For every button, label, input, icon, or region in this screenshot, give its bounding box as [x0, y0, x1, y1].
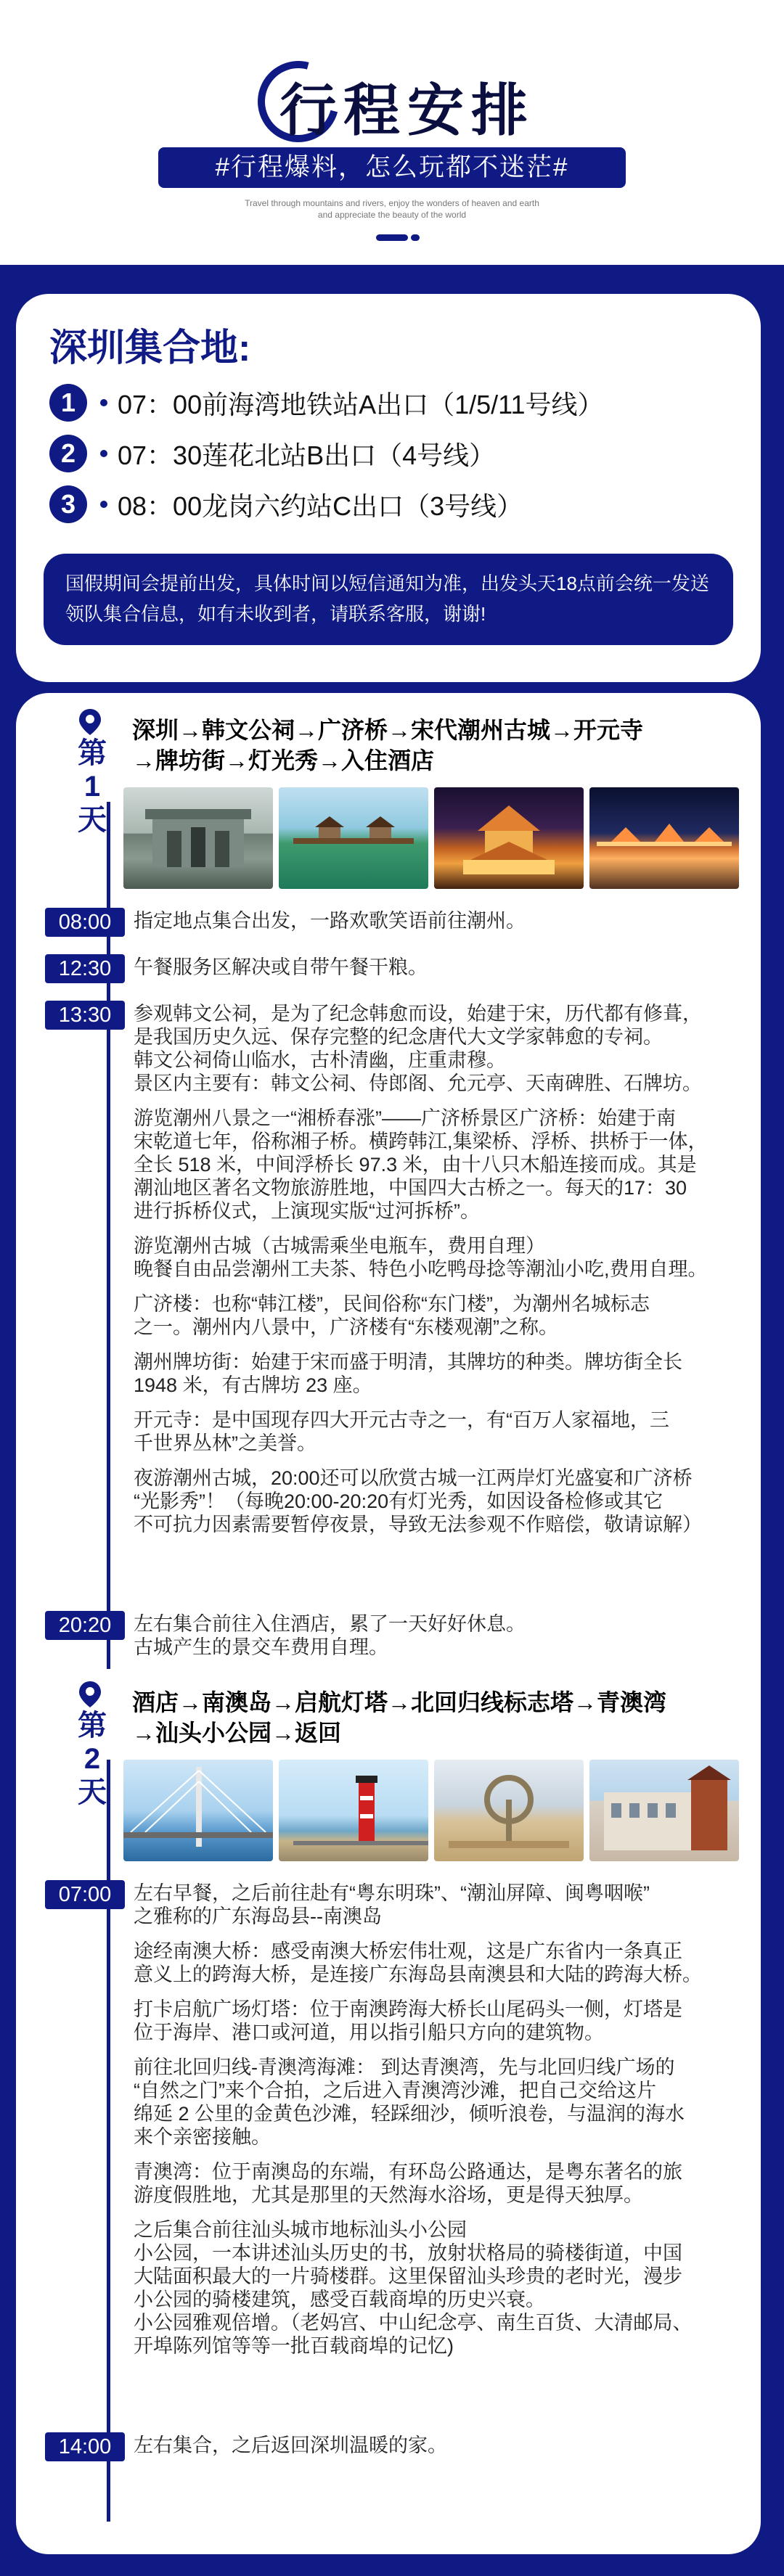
photo-light-show [589, 787, 739, 889]
schedule-line: 开元寺：是中国现存四大开元古寺之一，有“百万人家福地，三 [134, 1409, 669, 1431]
location-pin-icon [75, 1680, 105, 1709]
schedule-line [134, 2207, 767, 2218]
schedule-line [134, 1455, 767, 1467]
meeting-notice: 国假期间会提前出发，具体时间以短信通知为准，出发头天18点前会统一发送领队集合信息，如有未收到者，请联系客服，谢谢! [44, 554, 733, 645]
schedule-line [134, 2044, 767, 2056]
schedule-line [134, 1223, 767, 1234]
day2-route [132, 1687, 756, 1748]
schedule-line: 游览潮州八景之一“湘桥春涨”——广济桥景区广济桥：始建于南 [134, 1107, 676, 1129]
schedule-line: 左右集合前往入住酒店，累了一天好好休息。 [134, 1613, 526, 1635]
day1-route [132, 715, 756, 776]
schedule-line: 之一。潮州内八景中，广济楼有“东楼观潮”之称。 [134, 1316, 558, 1338]
schedule-line: 千世界丛林”之美誉。 [134, 1432, 317, 1454]
photo-han-wengong-temple [123, 787, 273, 889]
itinerary-card [16, 693, 761, 2554]
time-badge: 13:30 [45, 1001, 125, 1030]
schedule-line: 午餐服务区解决或自带午餐干粮。 [134, 956, 428, 978]
day2-route-line: 酒店→南澳岛→启航灯塔→北回归线标志塔→青澳湾 [132, 1689, 667, 1715]
day1-label [71, 737, 113, 837]
meeting-number-badge: 3 [49, 485, 87, 523]
schedule-line: 不可抗力因素需要暂停夜景，导致无法参观不作赔偿，敬请谅解） [134, 1514, 702, 1535]
schedule-line: 左右早餐，之后前往赴有“粤东明珠”、“潮汕屏障、闽粤咽喉” [134, 1882, 650, 1904]
bullet-dot-icon [100, 450, 107, 457]
schedule-line: 是我国历史久远、保存完整的纪念唐代大文学家韩愈的专祠。 [134, 1026, 663, 1048]
page-title: 行程安排 [279, 78, 536, 144]
time-badge: 12:30 [45, 954, 125, 983]
light-show-illustration [589, 787, 739, 889]
schedule-line: 游览潮州古城（古城需乘坐电瓶车，费用自理） [134, 1235, 545, 1257]
day-label-char: 第 [78, 1710, 107, 1742]
photo-ancient-city-night [434, 787, 584, 889]
bullet-dot-icon [100, 501, 107, 508]
schedule-line: 意义上的跨海大桥，是连接广东海岛县南澳县和大陆的跨海大桥。 [134, 1964, 702, 1985]
decor-dash [376, 234, 408, 241]
schedule-line: 途经南澳大桥：感受南澳大桥宏伟壮观，这是广东省内一条真正 [134, 1940, 682, 1962]
marker-tower-illustration [434, 1760, 584, 1861]
title-block [258, 58, 534, 145]
time-badge: 08:00 [45, 908, 125, 937]
page-header [0, 0, 784, 265]
schedule-line: 参观韩文公祠，是为了纪念韩愈而设，始建于宋，历代都有修葺， [134, 1003, 702, 1025]
slogan-banner: #行程爆料，怎么玩都不迷茫# [158, 147, 626, 188]
bullet-dot-icon [100, 399, 107, 406]
location-pin-icon [75, 707, 105, 737]
schedule-line: 之后集合前往汕头城市地标汕头小公园 [134, 2219, 467, 2241]
photo-lighthouse [279, 1760, 428, 1861]
schedule-line: 之雅称的广东海岛县--南澳岛 [134, 1906, 382, 1927]
schedule-line [134, 1339, 767, 1350]
day1-route-line: 深圳→韩文公祠→广济桥→宋代潮州古城→开元寺 [132, 717, 644, 743]
decor-dot [411, 234, 420, 241]
meeting-title: 深圳集合地: [49, 327, 251, 369]
schedule-line [134, 1928, 767, 1940]
schedule-text [134, 1612, 767, 1659]
schedule-text [134, 1002, 767, 1536]
english-subtitle-line-2: and appreciate the beauty of the world [317, 210, 467, 220]
schedule-text [134, 2434, 767, 2457]
schedule-line: 游度假胜地，尤其是那里的天然海水浴场，更是得天独厚。 [134, 2184, 643, 2206]
lighthouse-illustration [279, 1760, 428, 1861]
day1-route-line: →牌坊街→灯光秀→入住酒店 [132, 747, 435, 774]
bridge-illustration [279, 787, 428, 889]
schedule-line: 宋乾道七年，俗称湘子桥。横跨韩江,集梁桥、浮桥、拱桥于一体， [134, 1131, 708, 1152]
schedule-line: 前往北回归线-青澳湾海滩： 到达青澳湾，先与北回归线广场的 [134, 2056, 675, 2078]
schedule-line: 青澳湾：位于南澳岛的东端，有环岛公路通达，是粤东著名的旅 [134, 2161, 682, 2183]
day2-route-line: →汕头小公园→返回 [132, 1720, 342, 1746]
day2-label [71, 1709, 113, 1809]
meeting-number-badge: 1 [49, 384, 87, 422]
english-subtitle [211, 197, 573, 221]
schedule-line: 夜游潮州古城，20:00还可以欣赏古城一江两岸灯光盛宴和广济桥 [134, 1467, 693, 1489]
schedule-text [134, 1882, 767, 2358]
meeting-item-text: 08：00龙岗六约站C出口（3号线） [118, 491, 523, 521]
tower-illustration [434, 787, 584, 889]
schedule-line: 打卡启航广场灯塔：位于南澳跨海大桥长山尾码头一侧，灯塔是 [134, 1998, 682, 2020]
day-label-char: 天 [78, 1776, 107, 1808]
photo-tropic-marker-tower [434, 1760, 584, 1861]
schedule-line: 指定地点集合出发，一路欢歌笑语前往潮州。 [134, 910, 526, 932]
photo-guangji-bridge [279, 787, 428, 889]
photo-nanao-bridge [123, 1760, 273, 1861]
schedule-line: 左右集合，之后返回深圳温暖的家。 [134, 2435, 447, 2456]
schedule-line: 1948 米，有古牌坊 23 座。 [134, 1374, 372, 1396]
schedule-line: 潮州牌坊街：始建于宋而盛于明清，其牌坊的种类。牌坊街全长 [134, 1351, 682, 1373]
english-subtitle-line-1: Travel through mountains and rivers, enjoy the wonders of heaven and earth [245, 198, 539, 208]
schedule-line: 景区内主要有：韩文公祠、侍郎阁、允元亭、天南碑胜、石牌坊。 [134, 1072, 702, 1094]
schedule-line: 开埠陈列馆等等一批百载商埠的记忆) [134, 2335, 454, 2357]
schedule-line: 韩文公祠倚山临水，古朴清幽，庄重肃穆。 [134, 1049, 506, 1071]
schedule-line: 古城产生的景交车费用自理。 [134, 1636, 388, 1658]
time-badge: 07:00 [45, 1880, 125, 1909]
schedule-line: 大陆面积最大的一片骑楼群。这里保留汕头珍贵的老时光，漫步 [134, 2265, 682, 2287]
schedule-text [134, 956, 767, 979]
meeting-card [16, 294, 761, 682]
day-label-number: 1 [83, 771, 101, 803]
schedule-line: 晚餐自由品尝潮州工夫茶、特色小吃鸭母捻等潮汕小吃,费用自理。 [134, 1258, 708, 1280]
day-label-number: 2 [83, 1743, 101, 1775]
schedule-line: 广济楼：也称“韩江楼”，民间俗称“东门楼”，为潮州名城标志 [134, 1293, 650, 1315]
schedule-line: “光影秀”！（每晚20:00-20:20有灯光秀，如因设备检修或其它 [134, 1490, 663, 1512]
meeting-item [49, 381, 604, 424]
schedule-line: 小公园的骑楼建筑，感受百载商埠的历史兴衰。 [134, 2289, 545, 2310]
meeting-item-text: 07：00前海湾地铁站A出口（1/5/11号线） [118, 389, 604, 419]
timeline-line-day2 [107, 1760, 110, 2522]
meeting-number-badge: 2 [49, 435, 87, 472]
arcade-building-illustration [589, 1760, 739, 1861]
time-badge: 20:20 [45, 1611, 125, 1640]
meeting-item [49, 432, 495, 475]
schedule-line: 来个亲密接触。 [134, 2126, 271, 2148]
photo-shantou-park [589, 1760, 739, 1861]
schedule-line [134, 1095, 767, 1107]
meeting-item [49, 483, 523, 526]
day-label-char: 天 [78, 804, 107, 836]
gate-illustration [123, 787, 273, 889]
schedule-line [134, 1397, 767, 1408]
schedule-line: 全长 518 米，中间浮桥长 97.3 米，由十八只木船连接而成。其是 [134, 1154, 697, 1176]
schedule-line [134, 2149, 767, 2160]
schedule-line: 小公园，一本讲述汕头历史的书，放射状格局的骑楼街道，中国 [134, 2242, 682, 2264]
schedule-text [134, 909, 767, 932]
schedule-line: 进行拆桥仪式，上演现实版“过河拆桥”。 [134, 1200, 480, 1222]
schedule-line [134, 1986, 767, 1998]
time-badge: 14:00 [45, 2432, 125, 2461]
schedule-line [134, 1281, 767, 1292]
schedule-line: “自然之门”来个合拍，之后进入青澳湾沙滩，把自己交给这片 [134, 2080, 656, 2101]
meeting-item-text: 07：30莲花北站B出口（4号线） [118, 440, 496, 470]
schedule-line: 小公园雅观倍增。（老妈宫、中山纪念亭、南生百货、大清邮局、 [134, 2312, 693, 2334]
day-label-char: 第 [78, 737, 107, 769]
schedule-line: 绵延 2 公里的金黄色沙滩，轻踩细沙，倾听浪卷，与温润的海水 [134, 2103, 685, 2125]
schedule-line: 位于海岸、港口或河道，用以指引船只方向的建筑物。 [134, 2022, 604, 2043]
cable-bridge-illustration [123, 1760, 273, 1861]
schedule-line: 潮汕地区著名文物旅游胜地，中国四大古桥之一。每天的17：30 [134, 1177, 687, 1199]
